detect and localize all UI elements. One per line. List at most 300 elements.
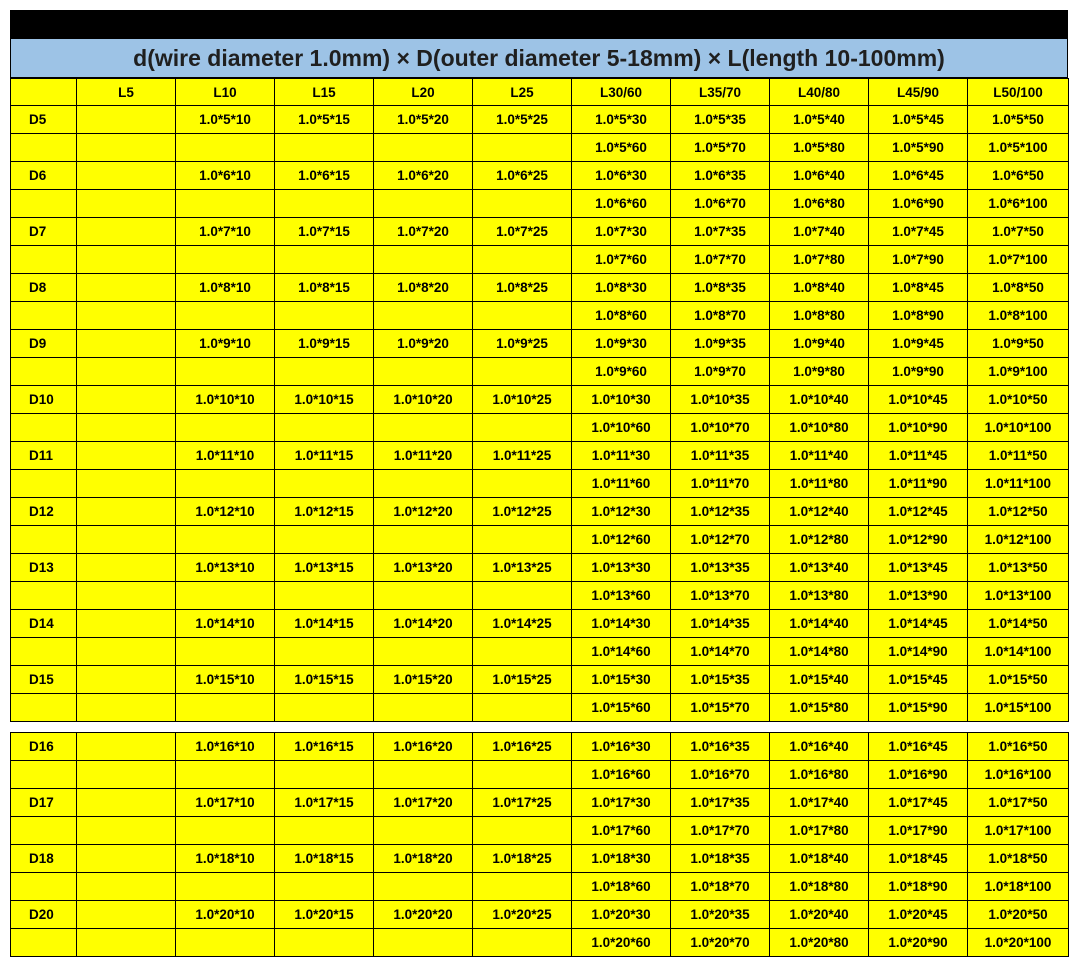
- table-cell: 1.0*7*90: [869, 246, 968, 274]
- table-cell: [473, 929, 572, 957]
- table-cell: 1.0*8*80: [770, 302, 869, 330]
- table-cell: [473, 190, 572, 218]
- table-row: [11, 789, 1069, 817]
- table-cell: [275, 817, 374, 845]
- table-row: [11, 498, 1069, 526]
- table-cell: [275, 582, 374, 610]
- table-cell: 1.0*20*10: [176, 901, 275, 929]
- table-cell: 1.0*15*10: [176, 666, 275, 694]
- table-cell: 1.0*20*80: [770, 929, 869, 957]
- table-row: [11, 302, 1069, 330]
- table-cell: [473, 302, 572, 330]
- table-row: [11, 694, 1069, 722]
- header-row: [11, 79, 1069, 106]
- table-row: [11, 845, 1069, 873]
- table-cell: [176, 694, 275, 722]
- table-cell: 1.0*14*60: [572, 638, 671, 666]
- table-cell: 1.0*5*30: [572, 106, 671, 134]
- column-header: L40/80: [770, 79, 869, 106]
- table-cell: 1.0*7*80: [770, 246, 869, 274]
- table-cell: 1.0*10*20: [374, 386, 473, 414]
- table-cell: 1.0*13*15: [275, 554, 374, 582]
- row-label: [11, 526, 77, 554]
- table-cell: [176, 638, 275, 666]
- table-cell: 1.0*20*60: [572, 929, 671, 957]
- table-cell: 1.0*5*20: [374, 106, 473, 134]
- table-cell: [473, 694, 572, 722]
- table-cell: 1.0*6*100: [968, 190, 1069, 218]
- table-cell: 1.0*15*45: [869, 666, 968, 694]
- table-cell: [374, 134, 473, 162]
- table-cell: [275, 358, 374, 386]
- table-cell: [275, 190, 374, 218]
- table-cell: 1.0*9*40: [770, 330, 869, 358]
- table-row: [11, 666, 1069, 694]
- table-cell: 1.0*5*25: [473, 106, 572, 134]
- table-cell: 1.0*9*45: [869, 330, 968, 358]
- table-cell: 1.0*6*10: [176, 162, 275, 190]
- column-header: L50/100: [968, 79, 1069, 106]
- table-cell: [275, 414, 374, 442]
- table-cell: [77, 442, 176, 470]
- table-cell: 1.0*10*45: [869, 386, 968, 414]
- table-cell: [77, 554, 176, 582]
- table-body-continued: [11, 733, 1069, 957]
- table-row: [11, 442, 1069, 470]
- table-cell: [77, 901, 176, 929]
- table-cell: [77, 190, 176, 218]
- table-cell: 1.0*8*70: [671, 302, 770, 330]
- page-title: d(wire diameter 1.0mm) × D(outer diameter 5-18mm) × L(length 10-100mm): [10, 38, 1068, 78]
- table-cell: 1.0*12*70: [671, 526, 770, 554]
- table-cell: 1.0*20*45: [869, 901, 968, 929]
- table-cell: 1.0*17*15: [275, 789, 374, 817]
- table-cell: 1.0*16*30: [572, 733, 671, 761]
- table-cell: [473, 873, 572, 901]
- table-cell: 1.0*10*90: [869, 414, 968, 442]
- table-cell: 1.0*5*80: [770, 134, 869, 162]
- table-cell: [374, 302, 473, 330]
- table-cell: 1.0*17*40: [770, 789, 869, 817]
- table-cell: [473, 134, 572, 162]
- table-cell: [374, 638, 473, 666]
- table-cell: [473, 358, 572, 386]
- table-cell: 1.0*7*35: [671, 218, 770, 246]
- table-cell: 1.0*7*30: [572, 218, 671, 246]
- table-cell: 1.0*10*60: [572, 414, 671, 442]
- table-cell: 1.0*10*70: [671, 414, 770, 442]
- table-cell: [374, 414, 473, 442]
- table-cell: [374, 246, 473, 274]
- table-cell: 1.0*11*70: [671, 470, 770, 498]
- table-cell: 1.0*13*20: [374, 554, 473, 582]
- table-cell: 1.0*14*100: [968, 638, 1069, 666]
- table-cell: [77, 218, 176, 246]
- table-cell: 1.0*6*45: [869, 162, 968, 190]
- table-cell: 1.0*11*15: [275, 442, 374, 470]
- table-cell: 1.0*10*15: [275, 386, 374, 414]
- row-label: [11, 190, 77, 218]
- table-cell: [77, 302, 176, 330]
- table-cell: [77, 929, 176, 957]
- column-header: L5: [77, 79, 176, 106]
- table-cell: [275, 761, 374, 789]
- table-cell: 1.0*6*20: [374, 162, 473, 190]
- table-row: [11, 470, 1069, 498]
- table-cell: [77, 386, 176, 414]
- table-row: [11, 218, 1069, 246]
- table-cell: 1.0*20*30: [572, 901, 671, 929]
- table-cell: 1.0*11*30: [572, 442, 671, 470]
- table-cell: [275, 134, 374, 162]
- table-cell: 1.0*17*60: [572, 817, 671, 845]
- table-cell: 1.0*13*10: [176, 554, 275, 582]
- table-cell: 1.0*17*10: [176, 789, 275, 817]
- table-cell: 1.0*14*80: [770, 638, 869, 666]
- row-label: [11, 873, 77, 901]
- table-cell: [473, 761, 572, 789]
- table-cell: [77, 274, 176, 302]
- table-cell: 1.0*20*50: [968, 901, 1069, 929]
- table-cell: 1.0*10*30: [572, 386, 671, 414]
- table-cell: 1.0*11*25: [473, 442, 572, 470]
- table-cell: 1.0*12*20: [374, 498, 473, 526]
- table-row: [11, 526, 1069, 554]
- table-row: [11, 190, 1069, 218]
- table-cell: [77, 694, 176, 722]
- table-cell: [77, 789, 176, 817]
- row-label: [11, 302, 77, 330]
- table-cell: [176, 134, 275, 162]
- table-cell: [176, 246, 275, 274]
- table-cell: [374, 470, 473, 498]
- table-cell: [77, 582, 176, 610]
- table-cell: [77, 106, 176, 134]
- table-cell: 1.0*5*50: [968, 106, 1069, 134]
- table-cell: [77, 666, 176, 694]
- table-cell: 1.0*16*25: [473, 733, 572, 761]
- table-cell: 1.0*18*35: [671, 845, 770, 873]
- table-cell: [374, 582, 473, 610]
- row-label: D20: [11, 901, 77, 929]
- table-cell: [374, 817, 473, 845]
- table-cell: [176, 302, 275, 330]
- row-label: [11, 134, 77, 162]
- table-cell: 1.0*20*35: [671, 901, 770, 929]
- table-cell: 1.0*8*90: [869, 302, 968, 330]
- table-cell: 1.0*12*15: [275, 498, 374, 526]
- table-cell: 1.0*18*20: [374, 845, 473, 873]
- table-cell: 1.0*13*50: [968, 554, 1069, 582]
- table-cell: [77, 817, 176, 845]
- table-cell: 1.0*7*10: [176, 218, 275, 246]
- table-cell: 1.0*14*20: [374, 610, 473, 638]
- table-cell: [374, 761, 473, 789]
- table-cell: 1.0*11*40: [770, 442, 869, 470]
- table-cell: [473, 638, 572, 666]
- table-row: [11, 162, 1069, 190]
- table-cell: [176, 470, 275, 498]
- table-row: [11, 554, 1069, 582]
- table-cell: 1.0*11*45: [869, 442, 968, 470]
- table-row: [11, 274, 1069, 302]
- table-cell: 1.0*15*80: [770, 694, 869, 722]
- table-row: [11, 358, 1069, 386]
- table-cell: 1.0*8*60: [572, 302, 671, 330]
- table-cell: 1.0*18*80: [770, 873, 869, 901]
- row-label: [11, 761, 77, 789]
- table-cell: 1.0*6*15: [275, 162, 374, 190]
- table-cell: 1.0*5*10: [176, 106, 275, 134]
- table-cell: 1.0*14*35: [671, 610, 770, 638]
- table-cell: [77, 162, 176, 190]
- table-cell: 1.0*6*80: [770, 190, 869, 218]
- table-cell: [176, 873, 275, 901]
- table-cell: 1.0*11*90: [869, 470, 968, 498]
- table-cell: 1.0*7*15: [275, 218, 374, 246]
- table-cell: 1.0*9*90: [869, 358, 968, 386]
- table-cell: 1.0*9*50: [968, 330, 1069, 358]
- table-cell: 1.0*8*25: [473, 274, 572, 302]
- table-cell: 1.0*14*90: [869, 638, 968, 666]
- table-cell: [77, 733, 176, 761]
- table-cell: 1.0*10*80: [770, 414, 869, 442]
- table-cell: [473, 414, 572, 442]
- table-cell: [374, 694, 473, 722]
- row-label: [11, 817, 77, 845]
- table-cell: 1.0*13*70: [671, 582, 770, 610]
- table-cell: 1.0*6*90: [869, 190, 968, 218]
- table-cell: [275, 694, 374, 722]
- table-cell: 1.0*18*90: [869, 873, 968, 901]
- table-cell: 1.0*9*60: [572, 358, 671, 386]
- table-cell: 1.0*16*20: [374, 733, 473, 761]
- table-cell: 1.0*18*10: [176, 845, 275, 873]
- table-cell: 1.0*14*70: [671, 638, 770, 666]
- table-cell: 1.0*5*45: [869, 106, 968, 134]
- table-cell: 1.0*16*50: [968, 733, 1069, 761]
- table-cell: 1.0*7*20: [374, 218, 473, 246]
- table-cell: 1.0*7*50: [968, 218, 1069, 246]
- table-cell: 1.0*11*60: [572, 470, 671, 498]
- table-cell: [176, 817, 275, 845]
- table-cell: [275, 470, 374, 498]
- row-label: [11, 638, 77, 666]
- table-cell: 1.0*9*35: [671, 330, 770, 358]
- row-label: D14: [11, 610, 77, 638]
- row-label: D17: [11, 789, 77, 817]
- table-row: [11, 134, 1069, 162]
- table-cell: 1.0*17*70: [671, 817, 770, 845]
- row-label: [11, 414, 77, 442]
- table-cell: 1.0*13*30: [572, 554, 671, 582]
- table-cell: 1.0*16*45: [869, 733, 968, 761]
- table-cell: 1.0*5*70: [671, 134, 770, 162]
- table-cell: 1.0*6*25: [473, 162, 572, 190]
- table-cell: [176, 582, 275, 610]
- table-cell: [275, 638, 374, 666]
- table-cell: 1.0*7*100: [968, 246, 1069, 274]
- table-cell: 1.0*11*80: [770, 470, 869, 498]
- row-label: D16: [11, 733, 77, 761]
- row-label: D15: [11, 666, 77, 694]
- table-cell: 1.0*5*60: [572, 134, 671, 162]
- table-cell: 1.0*12*10: [176, 498, 275, 526]
- table-cell: [176, 190, 275, 218]
- table-cell: 1.0*6*70: [671, 190, 770, 218]
- column-header: L10: [176, 79, 275, 106]
- column-header: L20: [374, 79, 473, 106]
- table-cell: 1.0*5*90: [869, 134, 968, 162]
- table-cell: 1.0*16*40: [770, 733, 869, 761]
- table-cell: 1.0*17*30: [572, 789, 671, 817]
- table-cell: 1.0*18*50: [968, 845, 1069, 873]
- row-label: D13: [11, 554, 77, 582]
- table-cell: 1.0*18*60: [572, 873, 671, 901]
- table-cell: 1.0*20*40: [770, 901, 869, 929]
- table-cell: 1.0*6*40: [770, 162, 869, 190]
- table-cell: 1.0*8*15: [275, 274, 374, 302]
- table-cell: 1.0*16*70: [671, 761, 770, 789]
- table-cell: 1.0*10*50: [968, 386, 1069, 414]
- table-cell: [176, 526, 275, 554]
- table-cell: 1.0*12*60: [572, 526, 671, 554]
- table-cell: 1.0*17*45: [869, 789, 968, 817]
- table-cell: [275, 246, 374, 274]
- table-cell: [275, 302, 374, 330]
- row-label: D11: [11, 442, 77, 470]
- spec-table-main: [10, 78, 1069, 722]
- column-header: [11, 79, 77, 106]
- table-cell: 1.0*18*15: [275, 845, 374, 873]
- table-cell: 1.0*9*25: [473, 330, 572, 358]
- table-cell: 1.0*8*20: [374, 274, 473, 302]
- table-cell: 1.0*8*40: [770, 274, 869, 302]
- table-cell: [374, 873, 473, 901]
- table-cell: 1.0*20*70: [671, 929, 770, 957]
- table-cell: 1.0*10*25: [473, 386, 572, 414]
- table-cell: 1.0*12*100: [968, 526, 1069, 554]
- table-cell: 1.0*7*25: [473, 218, 572, 246]
- table-cell: [77, 246, 176, 274]
- table-cell: 1.0*17*100: [968, 817, 1069, 845]
- table-cell: 1.0*15*50: [968, 666, 1069, 694]
- table-cell: 1.0*16*100: [968, 761, 1069, 789]
- table-cell: [77, 845, 176, 873]
- table-cell: 1.0*6*60: [572, 190, 671, 218]
- table-cell: [374, 358, 473, 386]
- table-cell: 1.0*18*100: [968, 873, 1069, 901]
- table-cell: 1.0*16*60: [572, 761, 671, 789]
- table-cell: 1.0*11*10: [176, 442, 275, 470]
- table-cell: 1.0*14*25: [473, 610, 572, 638]
- table-cell: 1.0*12*45: [869, 498, 968, 526]
- table-cell: [473, 470, 572, 498]
- table-cell: [374, 526, 473, 554]
- table-gap: [10, 722, 1068, 732]
- table-cell: [77, 498, 176, 526]
- table-cell: 1.0*14*30: [572, 610, 671, 638]
- column-header: L35/70: [671, 79, 770, 106]
- table-row: [11, 929, 1069, 957]
- table-row: [11, 330, 1069, 358]
- row-label: D9: [11, 330, 77, 358]
- table-cell: 1.0*17*20: [374, 789, 473, 817]
- table-cell: 1.0*10*40: [770, 386, 869, 414]
- table-cell: 1.0*7*60: [572, 246, 671, 274]
- table-cell: 1.0*17*80: [770, 817, 869, 845]
- table-cell: [77, 134, 176, 162]
- table-cell: 1.0*20*20: [374, 901, 473, 929]
- table-cell: 1.0*9*30: [572, 330, 671, 358]
- table-cell: 1.0*9*20: [374, 330, 473, 358]
- row-label: [11, 582, 77, 610]
- table-cell: 1.0*15*40: [770, 666, 869, 694]
- table-cell: [176, 358, 275, 386]
- table-cell: [176, 929, 275, 957]
- table-body-main: [11, 79, 1069, 722]
- table-cell: 1.0*13*25: [473, 554, 572, 582]
- table-row: [11, 246, 1069, 274]
- table-row: [11, 582, 1069, 610]
- table-cell: 1.0*7*70: [671, 246, 770, 274]
- table-cell: [374, 929, 473, 957]
- table-cell: 1.0*5*40: [770, 106, 869, 134]
- table-row: [11, 901, 1069, 929]
- table-cell: 1.0*9*10: [176, 330, 275, 358]
- row-label: D5: [11, 106, 77, 134]
- top-bar: [10, 10, 1068, 38]
- table-cell: [77, 526, 176, 554]
- table-cell: 1.0*14*40: [770, 610, 869, 638]
- table-cell: 1.0*10*35: [671, 386, 770, 414]
- table-row: [11, 414, 1069, 442]
- table-cell: [77, 470, 176, 498]
- table-cell: 1.0*14*15: [275, 610, 374, 638]
- table-cell: [473, 582, 572, 610]
- table-cell: 1.0*10*10: [176, 386, 275, 414]
- table-cell: 1.0*15*30: [572, 666, 671, 694]
- table-row: [11, 386, 1069, 414]
- spec-sheet: [10, 10, 1068, 957]
- row-label: [11, 470, 77, 498]
- table-cell: 1.0*6*50: [968, 162, 1069, 190]
- table-cell: [473, 817, 572, 845]
- table-cell: [473, 526, 572, 554]
- row-label: [11, 246, 77, 274]
- table-cell: [374, 190, 473, 218]
- table-cell: 1.0*6*35: [671, 162, 770, 190]
- table-cell: 1.0*9*70: [671, 358, 770, 386]
- table-cell: 1.0*10*100: [968, 414, 1069, 442]
- table-cell: 1.0*20*15: [275, 901, 374, 929]
- table-cell: 1.0*14*45: [869, 610, 968, 638]
- table-cell: 1.0*18*70: [671, 873, 770, 901]
- table-cell: 1.0*16*80: [770, 761, 869, 789]
- table-cell: [473, 246, 572, 274]
- table-cell: 1.0*8*30: [572, 274, 671, 302]
- table-cell: 1.0*15*90: [869, 694, 968, 722]
- table-cell: 1.0*8*35: [671, 274, 770, 302]
- table-cell: [275, 929, 374, 957]
- table-cell: 1.0*12*90: [869, 526, 968, 554]
- table-row: [11, 106, 1069, 134]
- table-cell: 1.0*7*45: [869, 218, 968, 246]
- table-row: [11, 733, 1069, 761]
- table-cell: 1.0*9*15: [275, 330, 374, 358]
- table-cell: 1.0*13*45: [869, 554, 968, 582]
- table-cell: 1.0*18*40: [770, 845, 869, 873]
